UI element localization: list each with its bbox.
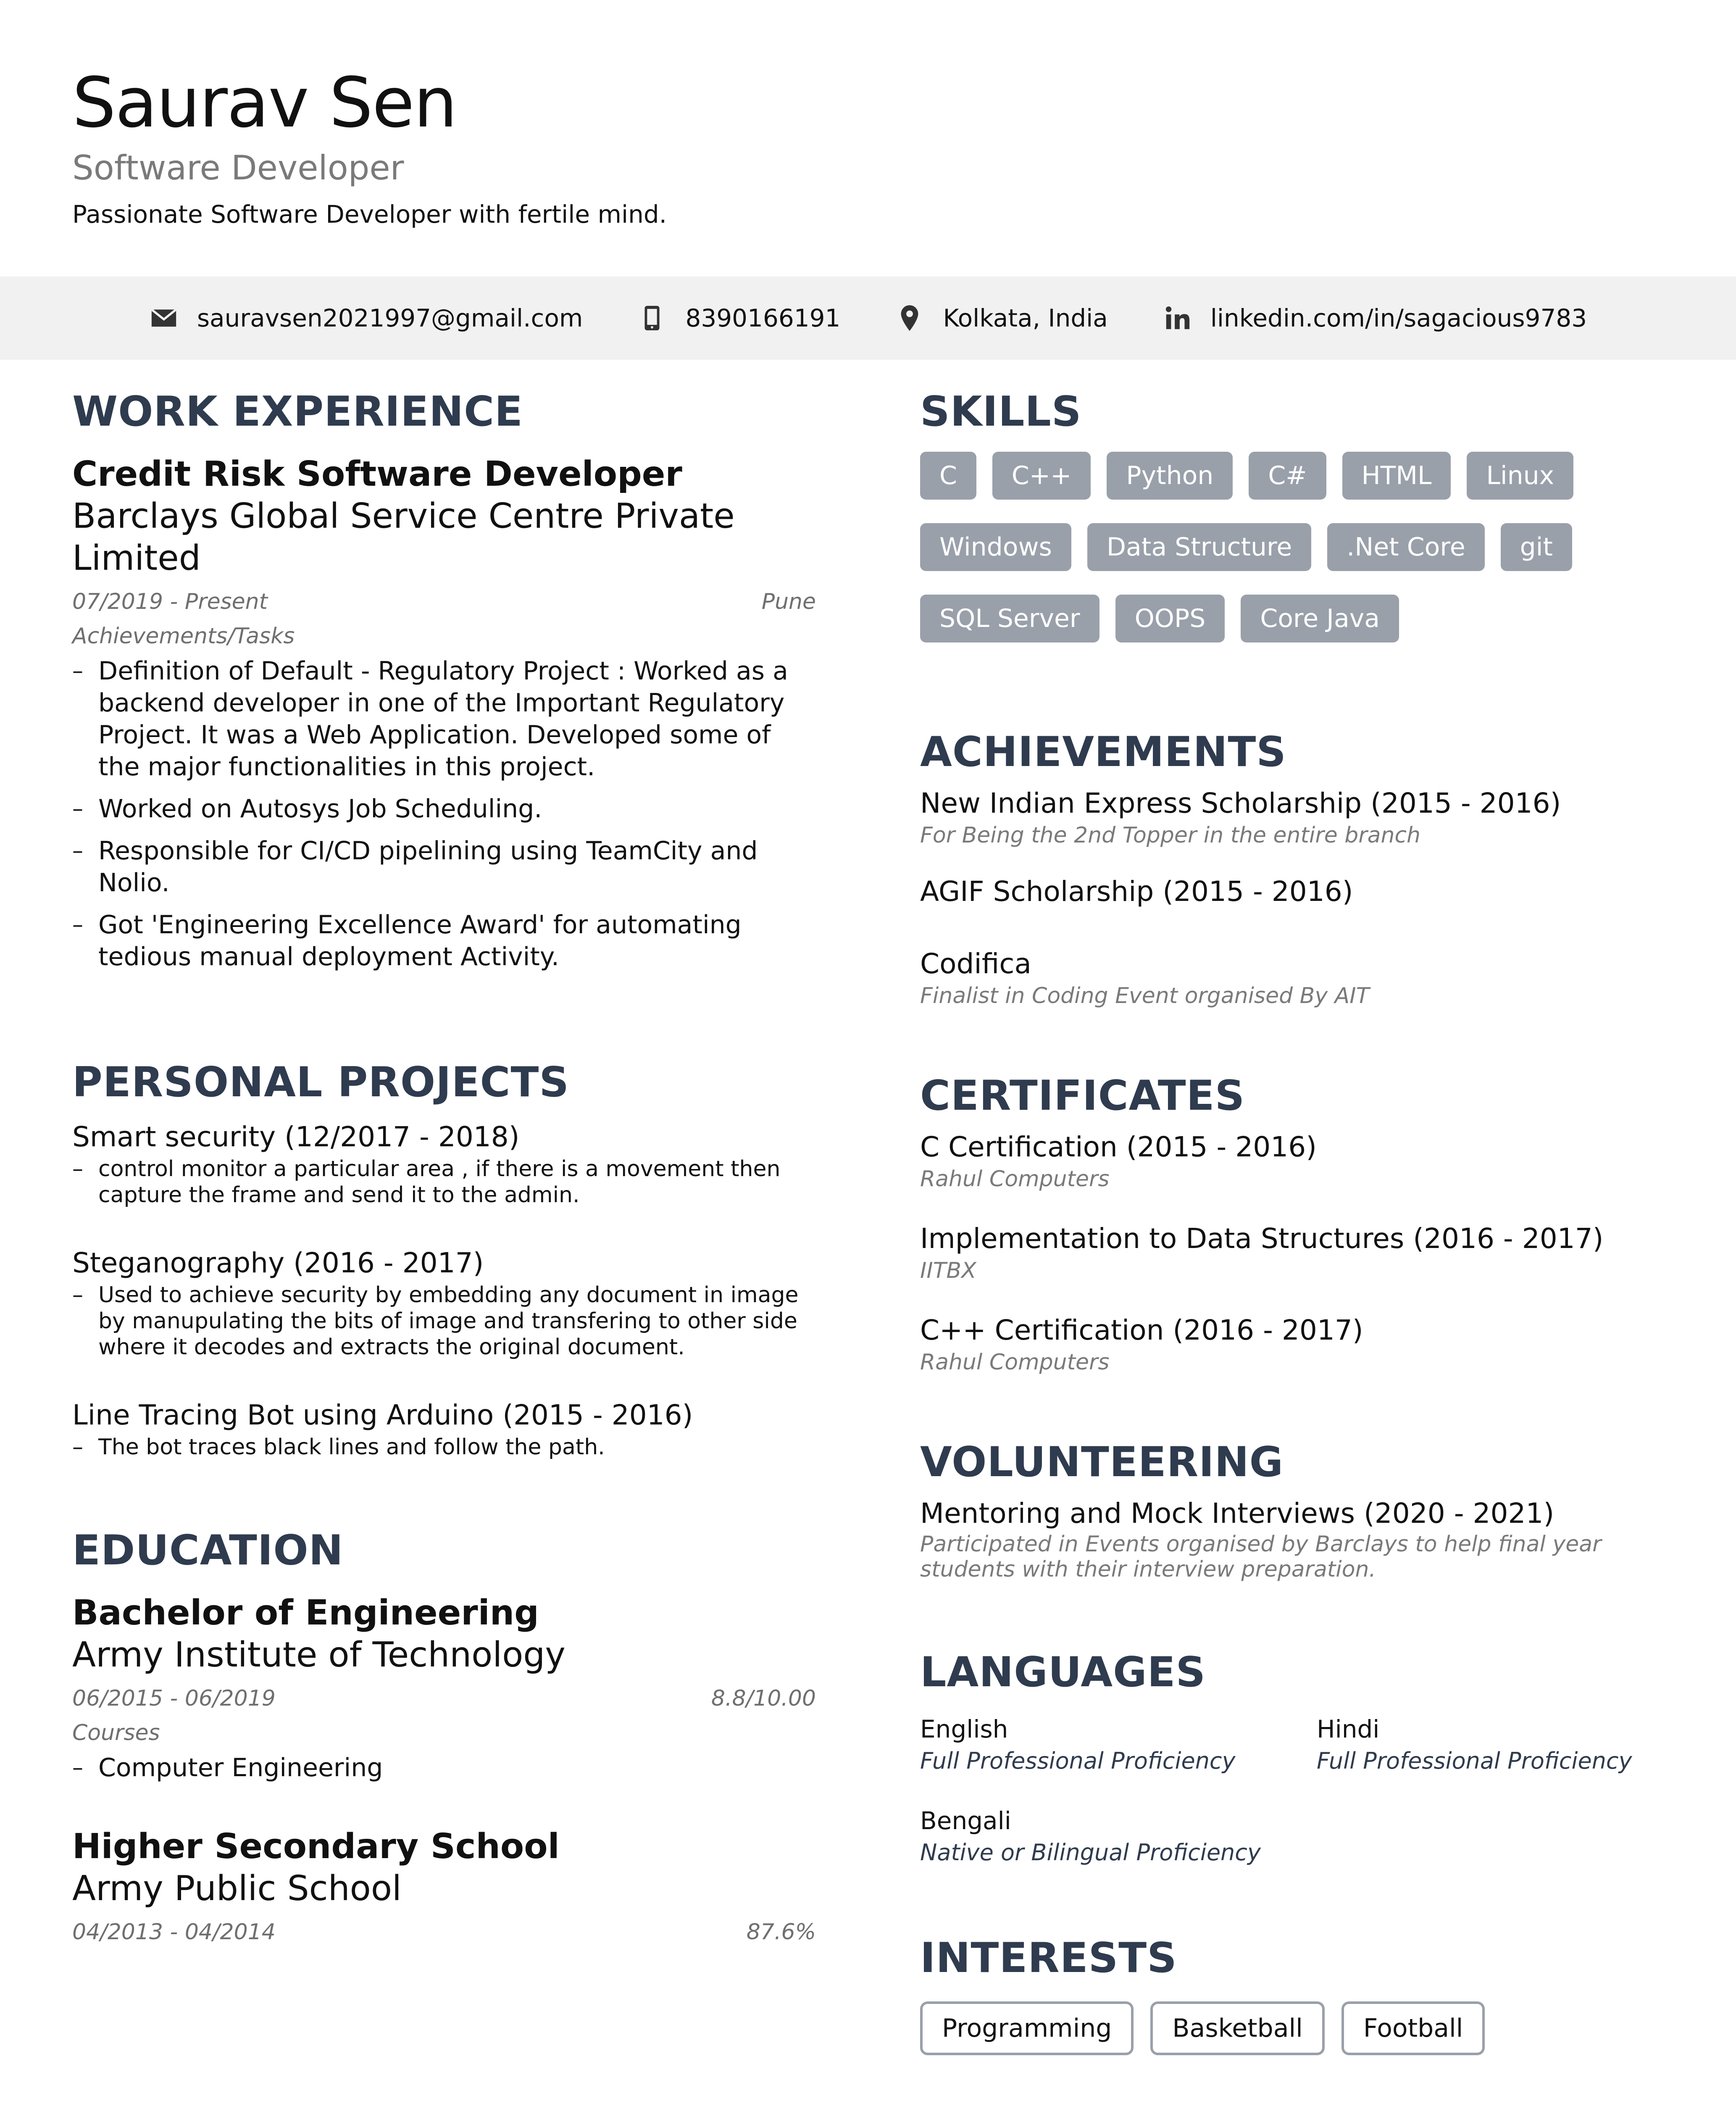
certificate-item <box>920 1221 1668 1285</box>
contact-phone[interactable] <box>637 303 840 333</box>
skill-tag: git <box>1501 523 1572 571</box>
contact-email-text[interactable]: sauravsen2021997@gmail.com <box>197 304 583 332</box>
education-school: Army Institute of Technology <box>72 1635 566 1675</box>
section-title: ACHIEVEMENTS <box>920 728 1286 776</box>
achievement-subtitle: Finalist in Coding Event organised By AIT <box>920 983 1370 1008</box>
project-title: Line Tracing Bot using Arduino (2015 - 2016) <box>72 1399 693 1431</box>
language-item <box>920 1712 1317 1776</box>
left-column <box>72 384 816 1947</box>
section-title: PERSONAL PROJECTS <box>72 1058 569 1106</box>
skill-tag: C# <box>1249 452 1326 500</box>
interest-tag: Football <box>1341 2001 1485 2055</box>
section-title: SKILLS <box>920 388 1082 436</box>
list-item: – Computer Engineering <box>72 1752 816 1784</box>
skill-tag: SQL Server <box>920 595 1099 642</box>
languages-list <box>920 1712 1668 1868</box>
skill-tag: Linux <box>1467 452 1573 500</box>
contact-email[interactable] <box>149 303 583 333</box>
skill-tag: C++ <box>992 452 1091 500</box>
project-title: Steganography (2016 - 2017) <box>72 1247 484 1279</box>
section-title: EDUCATION <box>72 1527 344 1574</box>
achievement-item <box>920 874 1668 910</box>
job-location: Pune <box>761 589 816 614</box>
contact-bar <box>0 276 1736 360</box>
contact-location <box>895 303 1107 333</box>
work-experience-section <box>72 384 816 973</box>
volunteering-title: Mentoring and Mock Interviews (2020 - 2021) <box>920 1497 1555 1530</box>
skill-tag: HTML <box>1342 452 1451 500</box>
project-points <box>72 1434 816 1460</box>
job-tasks-list <box>72 655 816 973</box>
education-degree: Bachelor of Engineering <box>72 1593 539 1633</box>
achievement-title: Codifica <box>920 948 1031 980</box>
certificate-title: Implementation to Data Structures (2016 - 2017) <box>920 1222 1604 1255</box>
project-item <box>72 1119 816 1208</box>
languages-section <box>920 1645 1668 1868</box>
skill-tag: OOPS <box>1115 595 1225 642</box>
education-grade: 8.8/10.00 <box>711 1686 816 1711</box>
interests-list <box>920 2001 1668 2055</box>
list-item: – control monitor a particular area , if there is a movement then capture the frame and send it to the admin. <box>72 1156 816 1208</box>
certificate-issuer: Rahul Computers <box>920 1166 1110 1192</box>
job-company: Barclays Global Service Centre Private Limited <box>72 496 735 578</box>
skills-list <box>920 452 1609 642</box>
interest-tag: Basketball <box>1150 2001 1324 2055</box>
resume-header <box>72 63 1669 231</box>
achievement-item <box>920 785 1668 849</box>
job-title: Credit Risk Software Developer <box>72 454 682 494</box>
language-item <box>1317 1712 1665 1776</box>
education-meta <box>72 1684 816 1713</box>
interest-tag: Programming <box>920 2001 1134 2055</box>
linkedin-icon <box>1163 303 1192 333</box>
education-courses-list <box>72 1752 816 1784</box>
section-title: INTERESTS <box>920 1934 1177 1982</box>
volunteering-item <box>920 1495 1668 1582</box>
section-title: VOLUNTEERING <box>920 1438 1284 1486</box>
language-name: Bengali <box>920 1806 1011 1835</box>
list-item: – Used to achieve security by embedding any document in image by manupulating the bits of image and transfering to other side where it decodes and extracts the original document. <box>72 1282 816 1360</box>
project-points <box>72 1282 816 1360</box>
list-item: – Responsible for CI/CD pipelining using TeamCity and Nolio. <box>72 835 816 899</box>
certificate-title: C Certification (2015 - 2016) <box>920 1131 1317 1163</box>
education-dates: 04/2013 - 04/2014 <box>72 1919 276 1945</box>
list-item: – Got 'Engineering Excellence Award' for automating tedious manual deployment Activity. <box>72 909 816 973</box>
project-item <box>72 1245 816 1360</box>
envelope-icon <box>149 303 179 333</box>
list-item: – Definition of Default - Regulatory Project : Worked as a backend developer in one of the Important Regulatory Project. It was a Web Application. Developed some of the major functionalities in this project. <box>72 655 816 783</box>
contact-linkedin-text[interactable]: linkedin.com/in/sagacious9783 <box>1210 304 1587 332</box>
language-item <box>920 1804 1317 1868</box>
education-school: Army Public School <box>72 1869 402 1909</box>
skill-tag: .Net Core <box>1327 523 1484 571</box>
certificate-issuer: IITBX <box>920 1258 976 1283</box>
list-item: – The bot traces black lines and follow the path. <box>72 1434 816 1460</box>
achievement-title: New Indian Express Scholarship (2015 - 2016) <box>920 787 1561 819</box>
right-column <box>920 384 1668 2055</box>
job-meta <box>72 587 816 616</box>
candidate-role: Software Developer <box>72 148 404 187</box>
skill-tag: Core Java <box>1241 595 1399 642</box>
achievements-section <box>920 725 1668 1010</box>
certificate-item <box>920 1312 1668 1376</box>
education-dates: 06/2015 - 06/2019 <box>72 1686 276 1711</box>
contact-linkedin[interactable] <box>1163 303 1587 333</box>
volunteering-description: Participated in Events organised by Barclays to help final year students with their interview preparation. <box>920 1532 1602 1582</box>
education-meta <box>72 1917 816 1947</box>
certificate-issuer: Rahul Computers <box>920 1350 1110 1375</box>
skill-tag: Data Structure <box>1087 523 1311 571</box>
section-title: CERTIFICATES <box>920 1072 1245 1120</box>
map-pin-icon <box>895 303 924 333</box>
education-section <box>72 1523 816 1947</box>
project-item <box>72 1397 816 1460</box>
language-name: English <box>920 1715 1008 1743</box>
education-degree: Higher Secondary School <box>72 1827 560 1867</box>
project-title: Smart security (12/2017 - 2018) <box>72 1121 520 1153</box>
language-level: Native or Bilingual Proficiency <box>920 1839 1261 1866</box>
section-title: WORK EXPERIENCE <box>72 388 523 436</box>
job-dates: 07/2019 - Present <box>72 589 268 614</box>
skills-section <box>920 384 1668 642</box>
achievement-item <box>920 946 1668 1010</box>
projects-section <box>72 1055 816 1460</box>
candidate-name: Saurav Sen <box>72 63 457 143</box>
contact-location-text: Kolkata, India <box>943 304 1108 332</box>
language-level: Full Professional Proficiency <box>920 1748 1236 1774</box>
skill-tag: Windows <box>920 523 1071 571</box>
section-title: LANGUAGES <box>920 1648 1206 1696</box>
education-grade: 87.6% <box>746 1919 816 1945</box>
education-courses-label: Courses <box>72 1720 160 1746</box>
phone-icon <box>637 303 667 333</box>
achievement-subtitle: For Being the 2nd Topper in the entire branch <box>920 823 1420 848</box>
interests-section <box>920 1931 1668 2055</box>
contact-phone-text[interactable]: 8390166191 <box>685 304 841 332</box>
volunteering-section <box>920 1435 1668 1582</box>
skill-tag: C <box>920 452 976 500</box>
language-name: Hindi <box>1317 1715 1380 1743</box>
certificate-item <box>920 1129 1668 1193</box>
list-item: – Worked on Autosys Job Scheduling. <box>72 793 816 825</box>
candidate-summary: Passionate Software Developer with fertile mind. <box>72 200 667 229</box>
achievement-title: AGIF Scholarship (2015 - 2016) <box>920 875 1353 908</box>
skill-tag: Python <box>1107 452 1233 500</box>
project-points <box>72 1156 816 1208</box>
certificates-section <box>920 1069 1668 1376</box>
job-tasks-label: Achievements/Tasks <box>72 624 295 649</box>
certificate-title: C++ Certification (2016 - 2017) <box>920 1314 1363 1346</box>
language-level: Full Professional Proficiency <box>1317 1748 1632 1774</box>
